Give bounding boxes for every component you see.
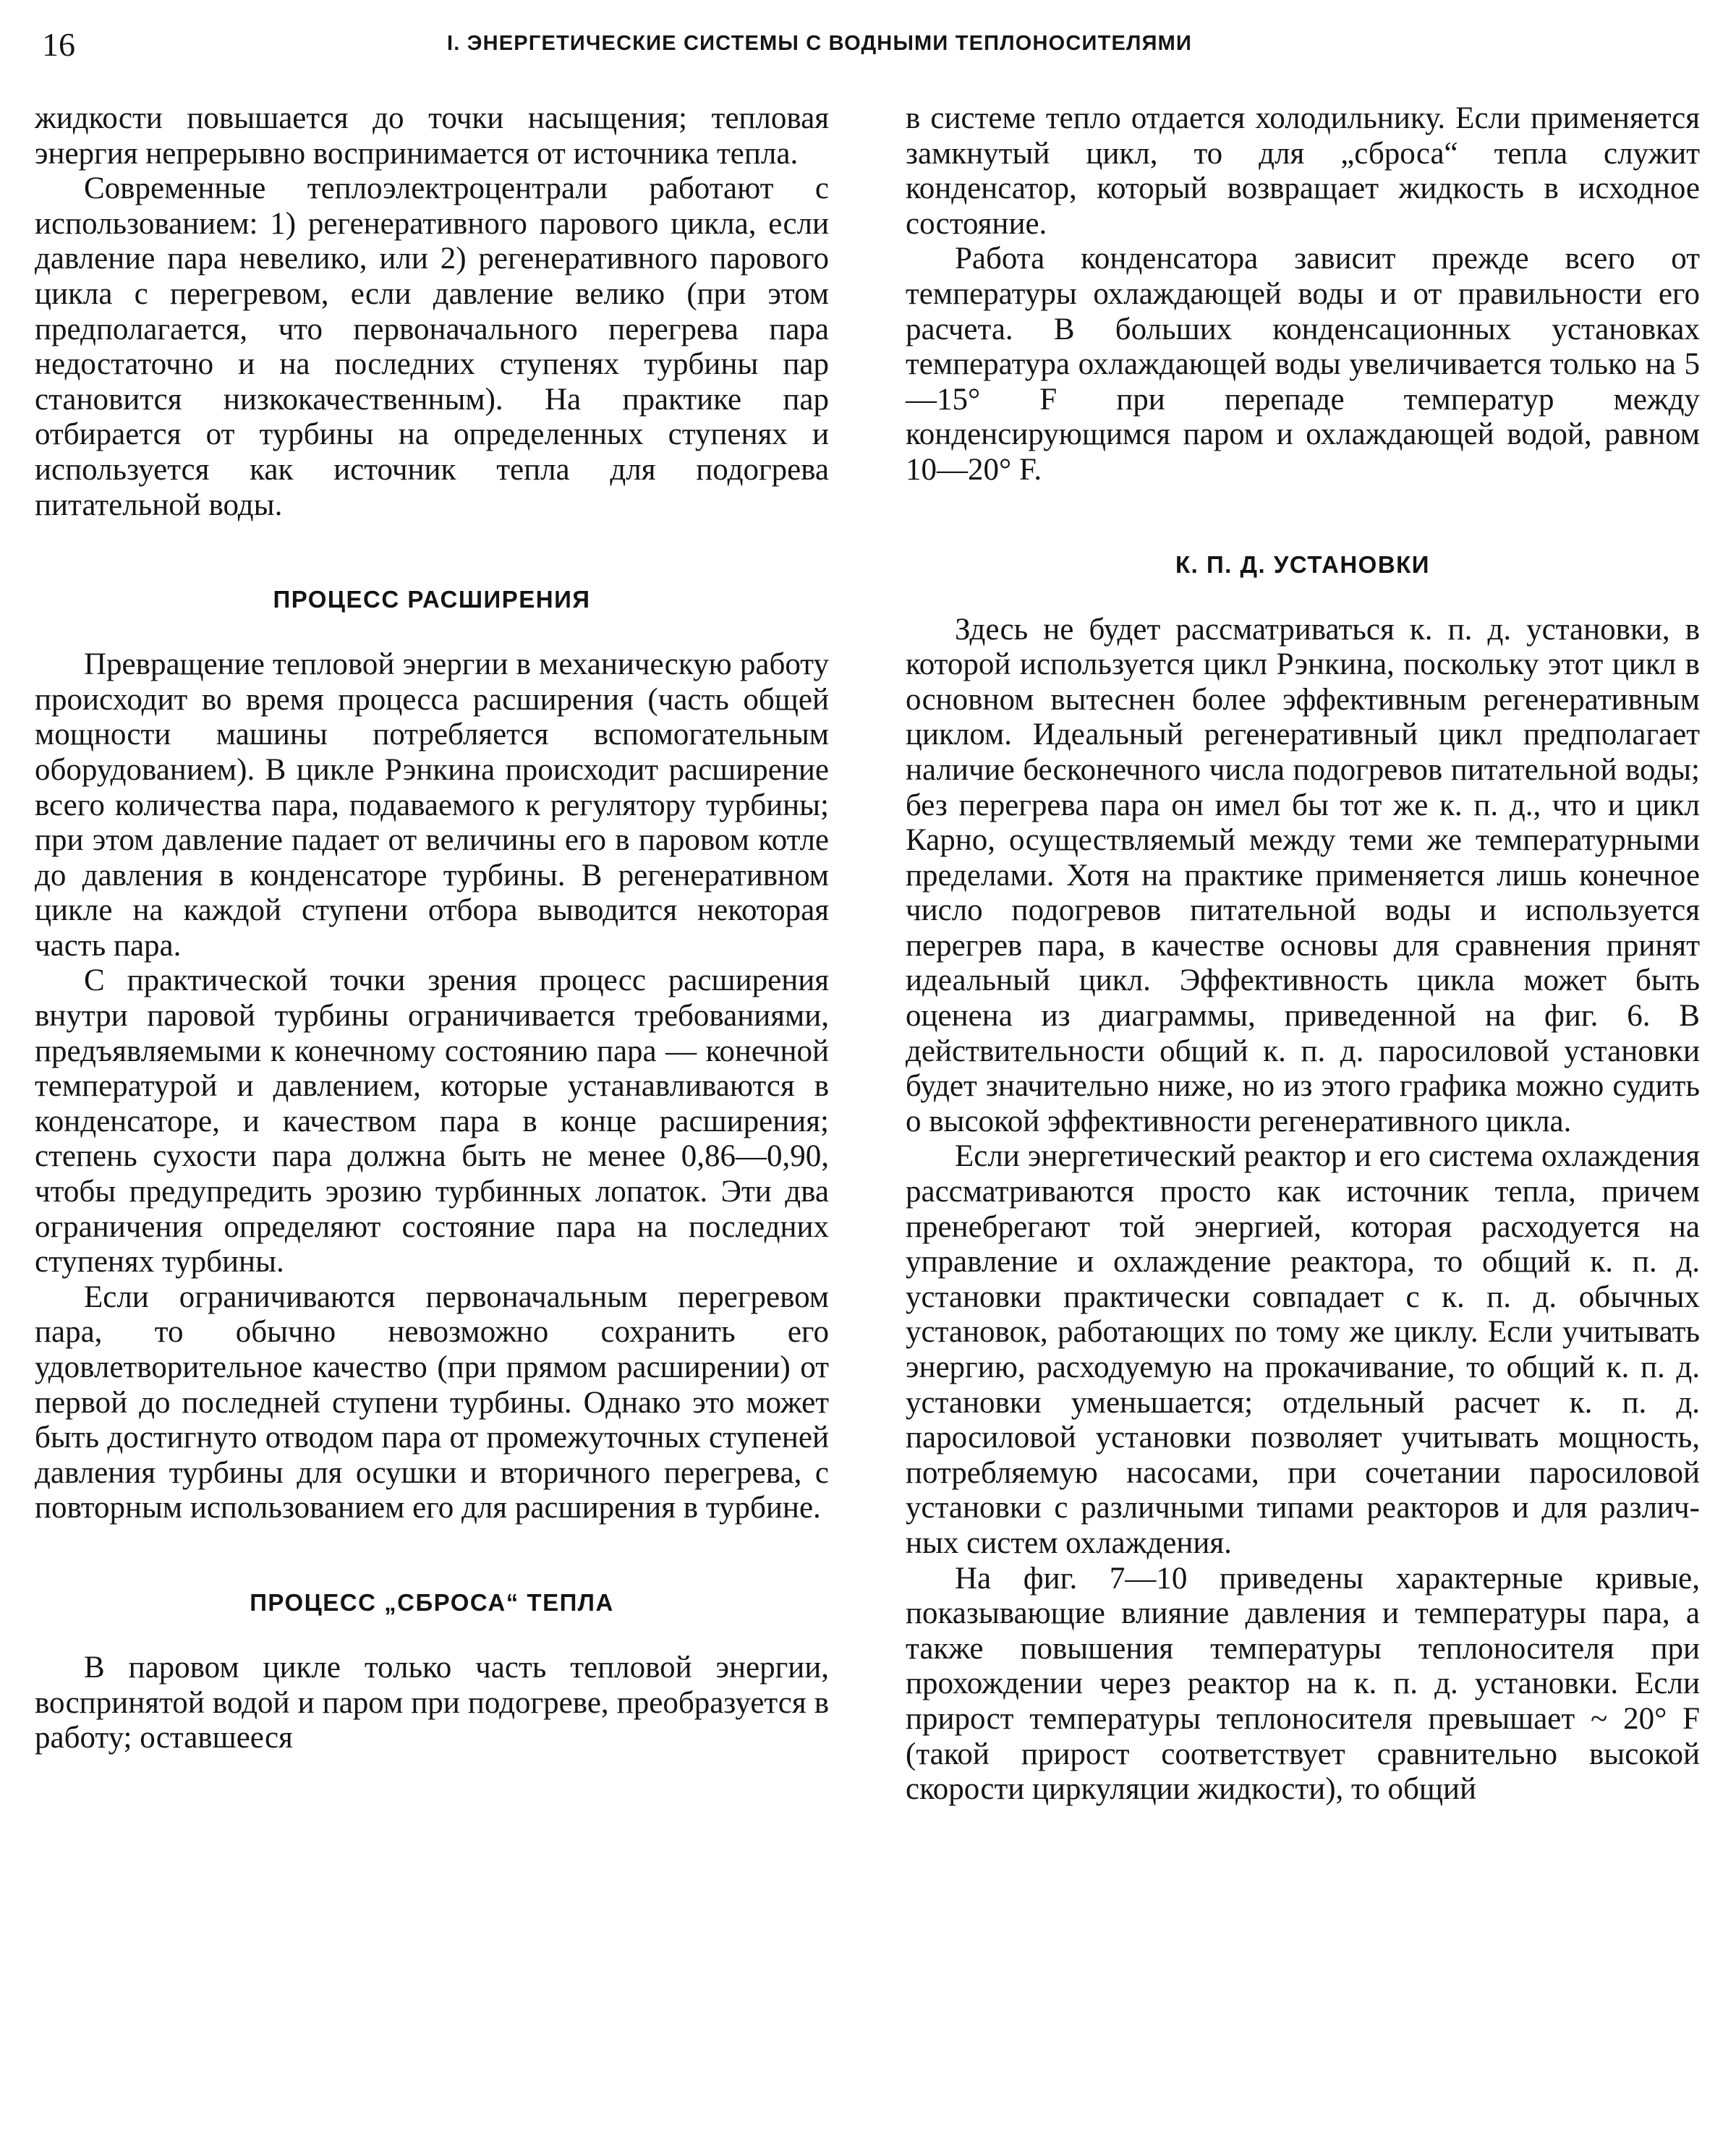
left-column [35, 101, 829, 1756]
paragraph: Здесь не будет рассматриваться к. п. д. установки, в которой используется цикл Рэнкина, поскольку этот цикл в основном вытеснен более эффективным регенеративным циклом. Идеальный регенеративный цикл предполагает наличие бесконечного числа подогревов питательной воды; без перегрева пара он имел бы тот же к. п. д., что и цикл Карно, осуществляемый между теми же температурными пределами. Хотя на практике применяется лишь конечное число подогревов питательной воды и используется перегрев пара, в качестве основы для сравнения принят идеальный цикл. Эффективность цикла может быть оценена из диаграммы, приведенной на фиг. 6. В действительности общий к. п. д. паросиловой установки будет значительно ниже, но из этого графика можно судить о высокой эффективности регенеративного цикла. [906, 612, 1700, 1138]
running-header [42, 22, 1695, 72]
right-column [906, 101, 1700, 1808]
paragraph: Если ограничиваются первоначальным перегревом пара, то обычно невозможно сохранить его удовлетворительное качество (при прямом расширении) от первой до последней ступени турбины. Однако это может быть достигнуто отводом пара от промежуточных ступеней давления турбины для осушки и вторичного перегрева, с повторным использованием его для расширения в турбине. [35, 1279, 829, 1525]
paragraph: В паровом цикле только часть тепловой энергии, воспринятой водой и паром при подогреве, преобразуется в работу; оставшееся [35, 1650, 829, 1755]
paragraph: На фиг. 7—10 приведены характерные кривые, показывающие влияние давления и температуры пара, а также повышения температуры теплоносителя при прохождении через реактор на к. п. д. установки. Если прирост температуры теплоносителя превышает ~ 20° F (такой прирост соответствует сравнительно высокой скорости циркуляции жидкости), то общий [906, 1561, 1700, 1807]
paragraph: Превращение тепловой энергии в механическую работу происходит во время процесса расширения (часть общей мощности машины потребляется вспомогательным оборудованием). В цикле Рэнкина происходит расширение всего количества пара, подаваемого к регулятору турбины; при этом давление падает от величины его в паровом котле до давления в конденсаторе турбины. В регенеративном цикле на каждой ступени отбора выводится некоторая часть пара. [35, 647, 829, 963]
running-title: I. ЭНЕРГЕТИЧЕСКИЕ СИСТЕМЫ С ВОДНЫМИ ТЕПЛОНОСИТЕЛЯМИ [447, 32, 1193, 55]
page-number: 16 [42, 26, 75, 63]
section-heading-plant-efficiency: К. П. Д. УСТАНОВКИ [1175, 550, 1431, 578]
paragraph: Современные теплоэлектроцентрали работают с использованием: 1) регенеративного парового цикла, если давление пара невелико, или 2) регенеративного парового цикла с перегревом, если давление велико (при этом предполагается, что первоначального перегрева пара недостаточно и на последних ступенях турбины пар становится низкокачественным). На практике пар отбирается от турбины на определенных ступенях и используется как источник тепла для подогрева питательной воды. [35, 171, 829, 522]
paragraph-continued: жидкости повышается до точки насыщения; тепловая энергия непрерывно воспринимается от источника тепла. [35, 101, 829, 171]
paragraph: С практической точки зрения процесс расширения внутри паровой турбины ограничивается требованиями, предъявляемыми к конечному состоянию пара — конечной температурой и давлением, которые устанавливаются в конденсаторе, и качеством пара в конце расширения; степень сухости пара должна быть не менее 0,86—0,90, чтобы предупредить эрозию турбинных лопаток. Эти два ограничения определяют состояние пара на последних ступенях турбины. [35, 963, 829, 1279]
paragraph: Работа конденсатора зависит прежде всего от температуры охлаждающей воды и от правильности его расчета. В больших конденсационных установках температура охлаждающей воды увеличивается только на 5—15° F при перепаде температур между конденсирующимся паром и охлаждающей водой, равном 10—20° F. [906, 242, 1700, 487]
section-heading-heat-rejection: ПРОЦЕСС „СБРОСА“ ТЕПЛА [250, 1588, 614, 1616]
section-heading-expansion: ПРОЦЕСС РАСШИРЕНИЯ [273, 586, 591, 613]
paragraph-continued: в системе тепло отдается холодильнику. Если применяется замкнутый цикл, то для „сброса“ тепла служит конденсатор, который возвращает жидкость в исходное состояние. [906, 101, 1700, 241]
paragraph: Если энергетический реактор и его система охлаждения рассматриваются просто как источник тепла, причем пренебрегают той энергией, которая расходуется на управление и охлаждение реактора, то общий к. п. д. установки практически совпадает с к. п. д. обычных установок, работающих по тому же циклу. Если учитывать энергию, расходуемую на прокачивание, то общий к. п. д. установки уменьшается; отдельный расчет к. п. д. паросиловой установки позволяет учитывать мощность, потребляемую насосами, при сочетании паросиловой установки с различными типами реакторов и для различных систем охлаждения. [906, 1139, 1700, 1560]
